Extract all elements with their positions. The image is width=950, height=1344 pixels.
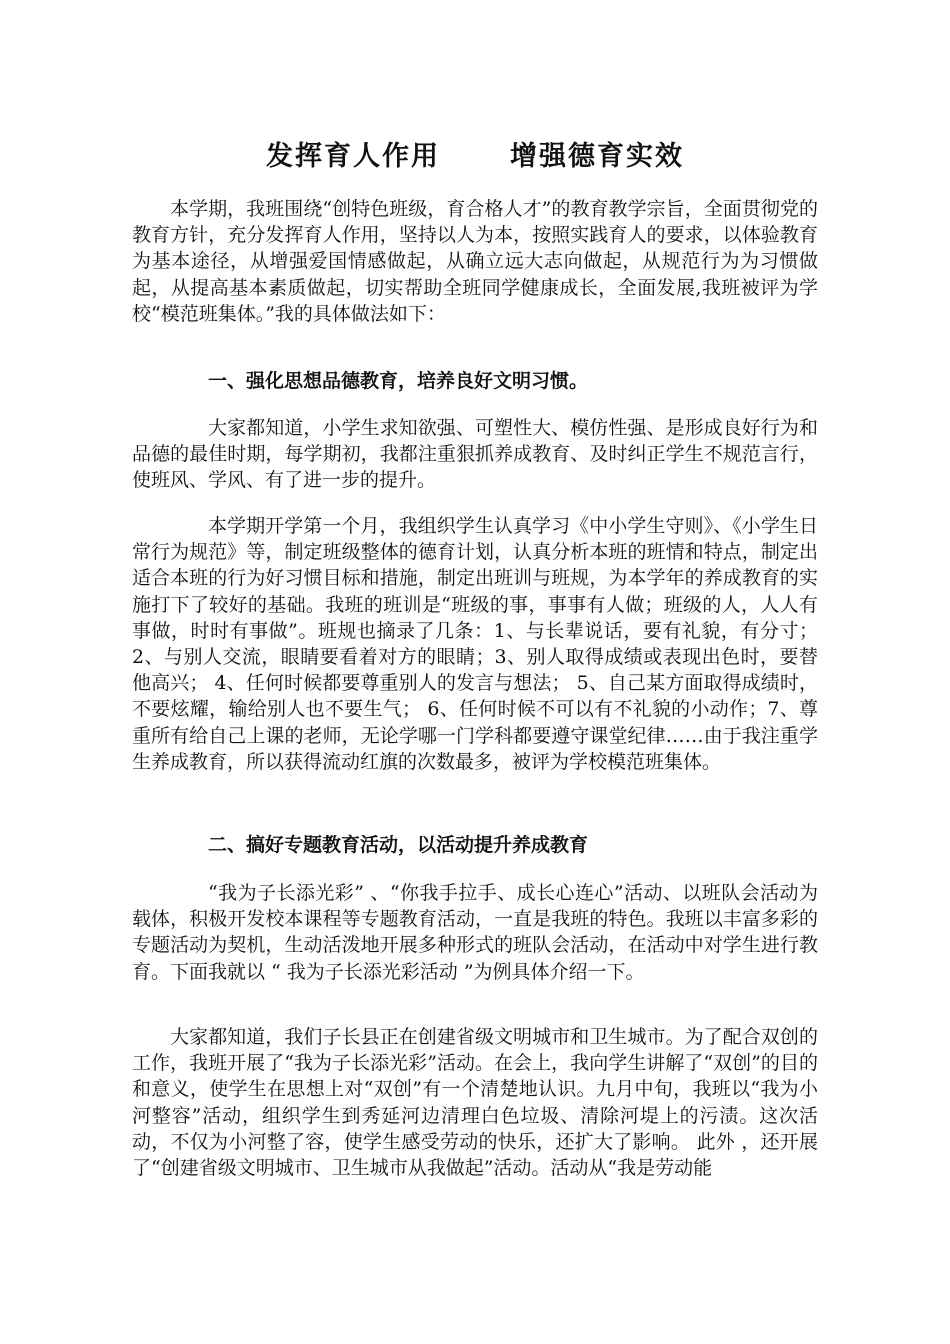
section-1-heading: 一、强化思想品德教育，培养良好文明习惯。 bbox=[208, 370, 589, 392]
intro-paragraph: 本学期，我班围绕“创特色班级，育合格人才”的教育教学宗旨，全面贯彻党的教育方针，充分发挥育人作用，坚持以人为本，按照实践育人的要求，以体验教育为基本途径，从增强爱国情感做起，从确立远大志向做起，从规范行为为习惯做起，从提高基本素质做起，切实帮助全班同学健康成长，全面发展,我班被评为学校“模范班集体。”我的具体做法如下： bbox=[132, 198, 818, 325]
section-2-paragraph-2: 大家都知道，我们子长县正在创建省级文明城市和卫生城市。为了配合双创的工作，我班开展了“我为子长添光彩”活动。在会上，我向学生讲解了“双创”的目的和意义，使学生在思想上对“双创”有一个清楚地认识。九月中旬，我班以“我为小河整容”活动，组织学生到秀延河边清理白色垃圾、清除河堤上的污渍。这次活动，不仅为小河整了容，使学生感受劳动的快乐，还扩大了影响。 此外 ，还开展了“创建省级文明城市、卫生城市从我做起”活动。活动从“我是劳动能 bbox=[132, 1026, 818, 1180]
title-part-2: 增强德育实效 bbox=[510, 141, 684, 172]
section-2-heading: 二、搞好专题教育活动，以活动提升养成教育 bbox=[208, 834, 589, 856]
section-1-paragraph-2: 本学期开学第一个月，我组织学生认真学习《中小学生守则》、《小学生日常行为规范》等，制定班级整体的德育计划，认真分析本班的班情和特点，制定出适合本班的行为好习惯目标和措施，制定出班训与班规，为本学年的养成教育的实施打下了较好的基础。我班的班训是“班级的事，事事有人做；班级的人，人人有事做，时时有事做”。班规也摘录了几条：1、与长辈说话，要有礼貌，有分寸；2、与别人交流，眼睛要看着对方的眼睛；3、别人取得成绩或表现出色时，要替他高兴； 4、任何时候都要尊重别人的发言与想法； 5、自己某方面取得成绩时，不要炫耀，输给别人也不要生气； 6、任何时候不可以有不礼貌的小动作；7、尊重所有给自己上课的老师，无论学哪一门学科都要遵守课堂纪律……由于我注重学生养成教育，所以获得流动红旗的次数最多，被评为学校模范班集体。 bbox=[132, 515, 818, 773]
document-title bbox=[0, 134, 950, 173]
section-2-paragraph-1: “我为子长添光彩” 、“你我手拉手、成长心连心”活动、以班队会活动为载体，积极开发校本课程等专题教育活动，一直是我班的特色。我班以丰富多彩的专题活动为契机，生动活泼地开展多种形式的班队会活动，在活动中对学生进行教育。下面我就以 “ 我为子长添光彩活动 ”为例具体介绍一下。 bbox=[132, 882, 818, 983]
section-1-paragraph-1: 大家都知道，小学生求知欲强、可塑性大、模仿性强、是形成良好行为和品德的最佳时期，每学期初，我都注重狠抓养成教育、及时纠正学生不规范言行，使班风、学风、有了进一步的提升。 bbox=[132, 417, 818, 492]
title-part-1: 发挥育人作用 bbox=[266, 141, 440, 172]
